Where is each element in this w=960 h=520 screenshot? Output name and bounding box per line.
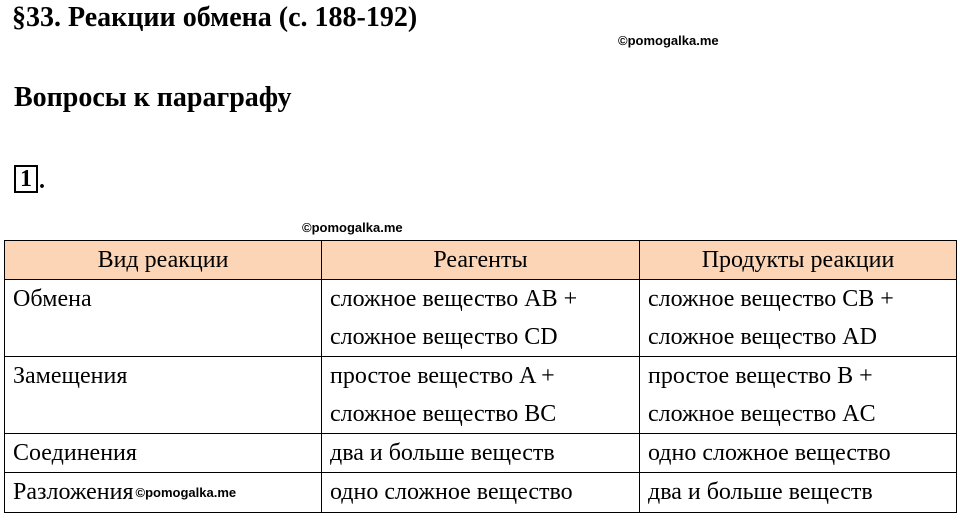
table-row <box>5 357 957 434</box>
products-cell <box>640 280 957 357</box>
table-row <box>5 280 957 357</box>
products-line: простое вещество B + <box>648 363 873 389</box>
products-line: сложное вещество AC <box>648 401 876 427</box>
reagents-line: одно сложное вещество <box>330 479 573 505</box>
products-cell <box>640 434 957 473</box>
reagents-cell <box>322 280 640 357</box>
products-line: сложное вещество CB + <box>648 286 894 312</box>
reaction-type-cell: Обмена <box>5 280 322 357</box>
watermark: ©pomogalka.me <box>302 220 403 235</box>
column-header-reagents: Реагенты <box>322 241 640 280</box>
reaction-type-cell <box>5 473 322 513</box>
column-header-type: Вид реакции <box>5 241 322 280</box>
question-number <box>14 165 45 193</box>
products-line: сложное вещество AD <box>648 324 877 350</box>
section-subtitle: Вопросы к параграфу <box>14 82 292 113</box>
reagents-line: сложное вещество BC <box>330 401 557 427</box>
reaction-type-cell: Замещения <box>5 357 322 434</box>
reaction-types-table <box>4 240 957 513</box>
products-cell <box>640 473 957 513</box>
question-number-box: 1 <box>14 165 38 193</box>
products-line: два и больше веществ <box>648 479 873 505</box>
products-line: одно сложное вещество <box>648 440 891 466</box>
watermark: ©pomogalka.me <box>135 485 237 501</box>
column-header-products: Продукты реакции <box>640 241 957 280</box>
reaction-type-label: Разложения <box>13 479 134 505</box>
reagents-line: сложное вещество AB + <box>330 286 578 312</box>
products-cell <box>640 357 957 434</box>
table-header-row <box>5 241 957 280</box>
reagents-line: простое вещество A + <box>330 363 555 389</box>
table-row <box>5 473 957 513</box>
table-row <box>5 434 957 473</box>
reaction-type-cell: Соединения <box>5 434 322 473</box>
page-title: §33. Реакции обмена (с. 188-192) <box>12 2 418 33</box>
watermark: ©pomogalka.me <box>618 33 719 48</box>
reagents-cell <box>322 357 640 434</box>
reagents-cell <box>322 473 640 513</box>
reagents-line: сложное вещество CD <box>330 324 558 350</box>
question-number-dot: . <box>39 168 45 194</box>
reagents-line: два и больше веществ <box>330 440 555 466</box>
reagents-cell <box>322 434 640 473</box>
